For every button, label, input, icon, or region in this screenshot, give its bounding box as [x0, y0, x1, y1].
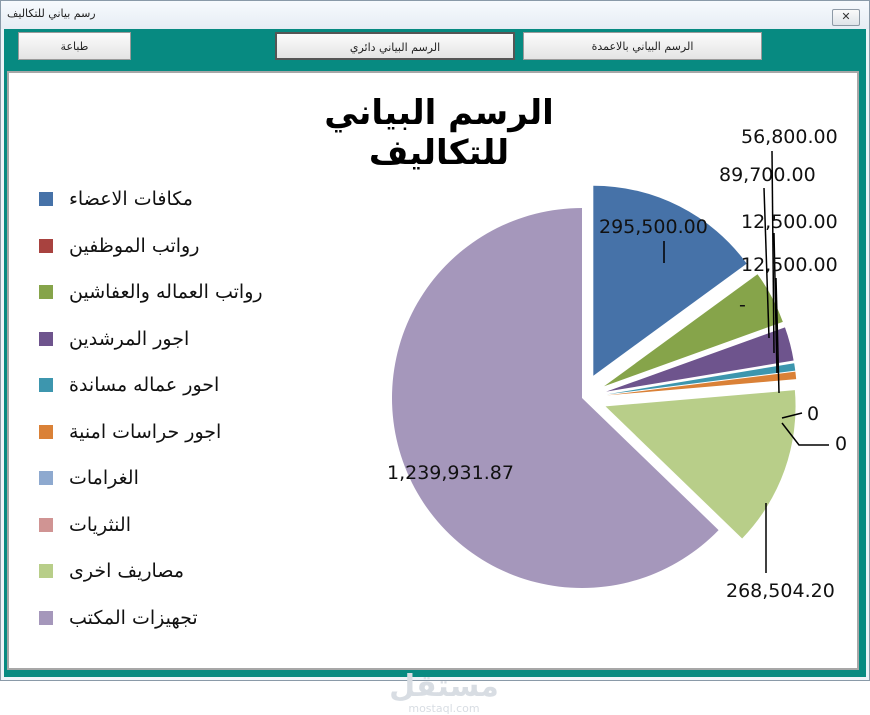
- legend-label: الغرامات: [69, 467, 139, 489]
- legend-label: اجور حراسات امنية: [69, 420, 222, 443]
- pie-chart-button[interactable]: الرسم البياني دائري: [275, 32, 515, 60]
- legend-label: رواتب الموظفين: [69, 234, 200, 257]
- data-label: 0: [835, 433, 848, 455]
- data-label: 12,500.00: [741, 211, 838, 233]
- data-label: 0: [807, 403, 820, 425]
- data-label: -: [739, 294, 746, 316]
- data-label: 295,500.00: [599, 216, 708, 238]
- data-label: 56,800.00: [741, 126, 838, 148]
- legend-label: تجهيزات المكتب: [69, 606, 198, 629]
- close-button[interactable]: [832, 9, 860, 26]
- data-label: 89,700.00: [719, 164, 816, 186]
- watermark: [389, 671, 499, 715]
- close-icon: ✕: [841, 10, 851, 23]
- chart-title: الرسم البياني للتكاليف: [324, 93, 554, 173]
- content-area: [4, 29, 866, 715]
- legend-label: اجور المرشدين: [69, 327, 190, 350]
- print-button[interactable]: طباعة: [18, 32, 131, 60]
- window-title: رسم بياني للتكاليف: [7, 7, 96, 20]
- bar-chart-button[interactable]: الرسم البياني بالاعمدة: [523, 32, 762, 60]
- data-label: 268,504.20: [726, 580, 835, 602]
- watermark-logo: مستقل: [389, 669, 499, 704]
- data-label: 1,239,931.87: [387, 462, 514, 484]
- data-label: 12,500.00: [741, 254, 838, 276]
- legend-label: النثريات: [69, 513, 131, 536]
- title-bar: [1, 1, 869, 29]
- chart-panel: [7, 71, 859, 715]
- legend-label: مصاريف اخرى: [69, 560, 184, 582]
- watermark-url: mostaql.com: [408, 702, 480, 715]
- pie-chart: [9, 73, 857, 668]
- legend-label: رواتب العماله والعفاشين: [69, 281, 263, 303]
- legend-label: احور عماله مساندة: [69, 374, 220, 396]
- legend-label: مكافات الاعضاء: [69, 188, 193, 210]
